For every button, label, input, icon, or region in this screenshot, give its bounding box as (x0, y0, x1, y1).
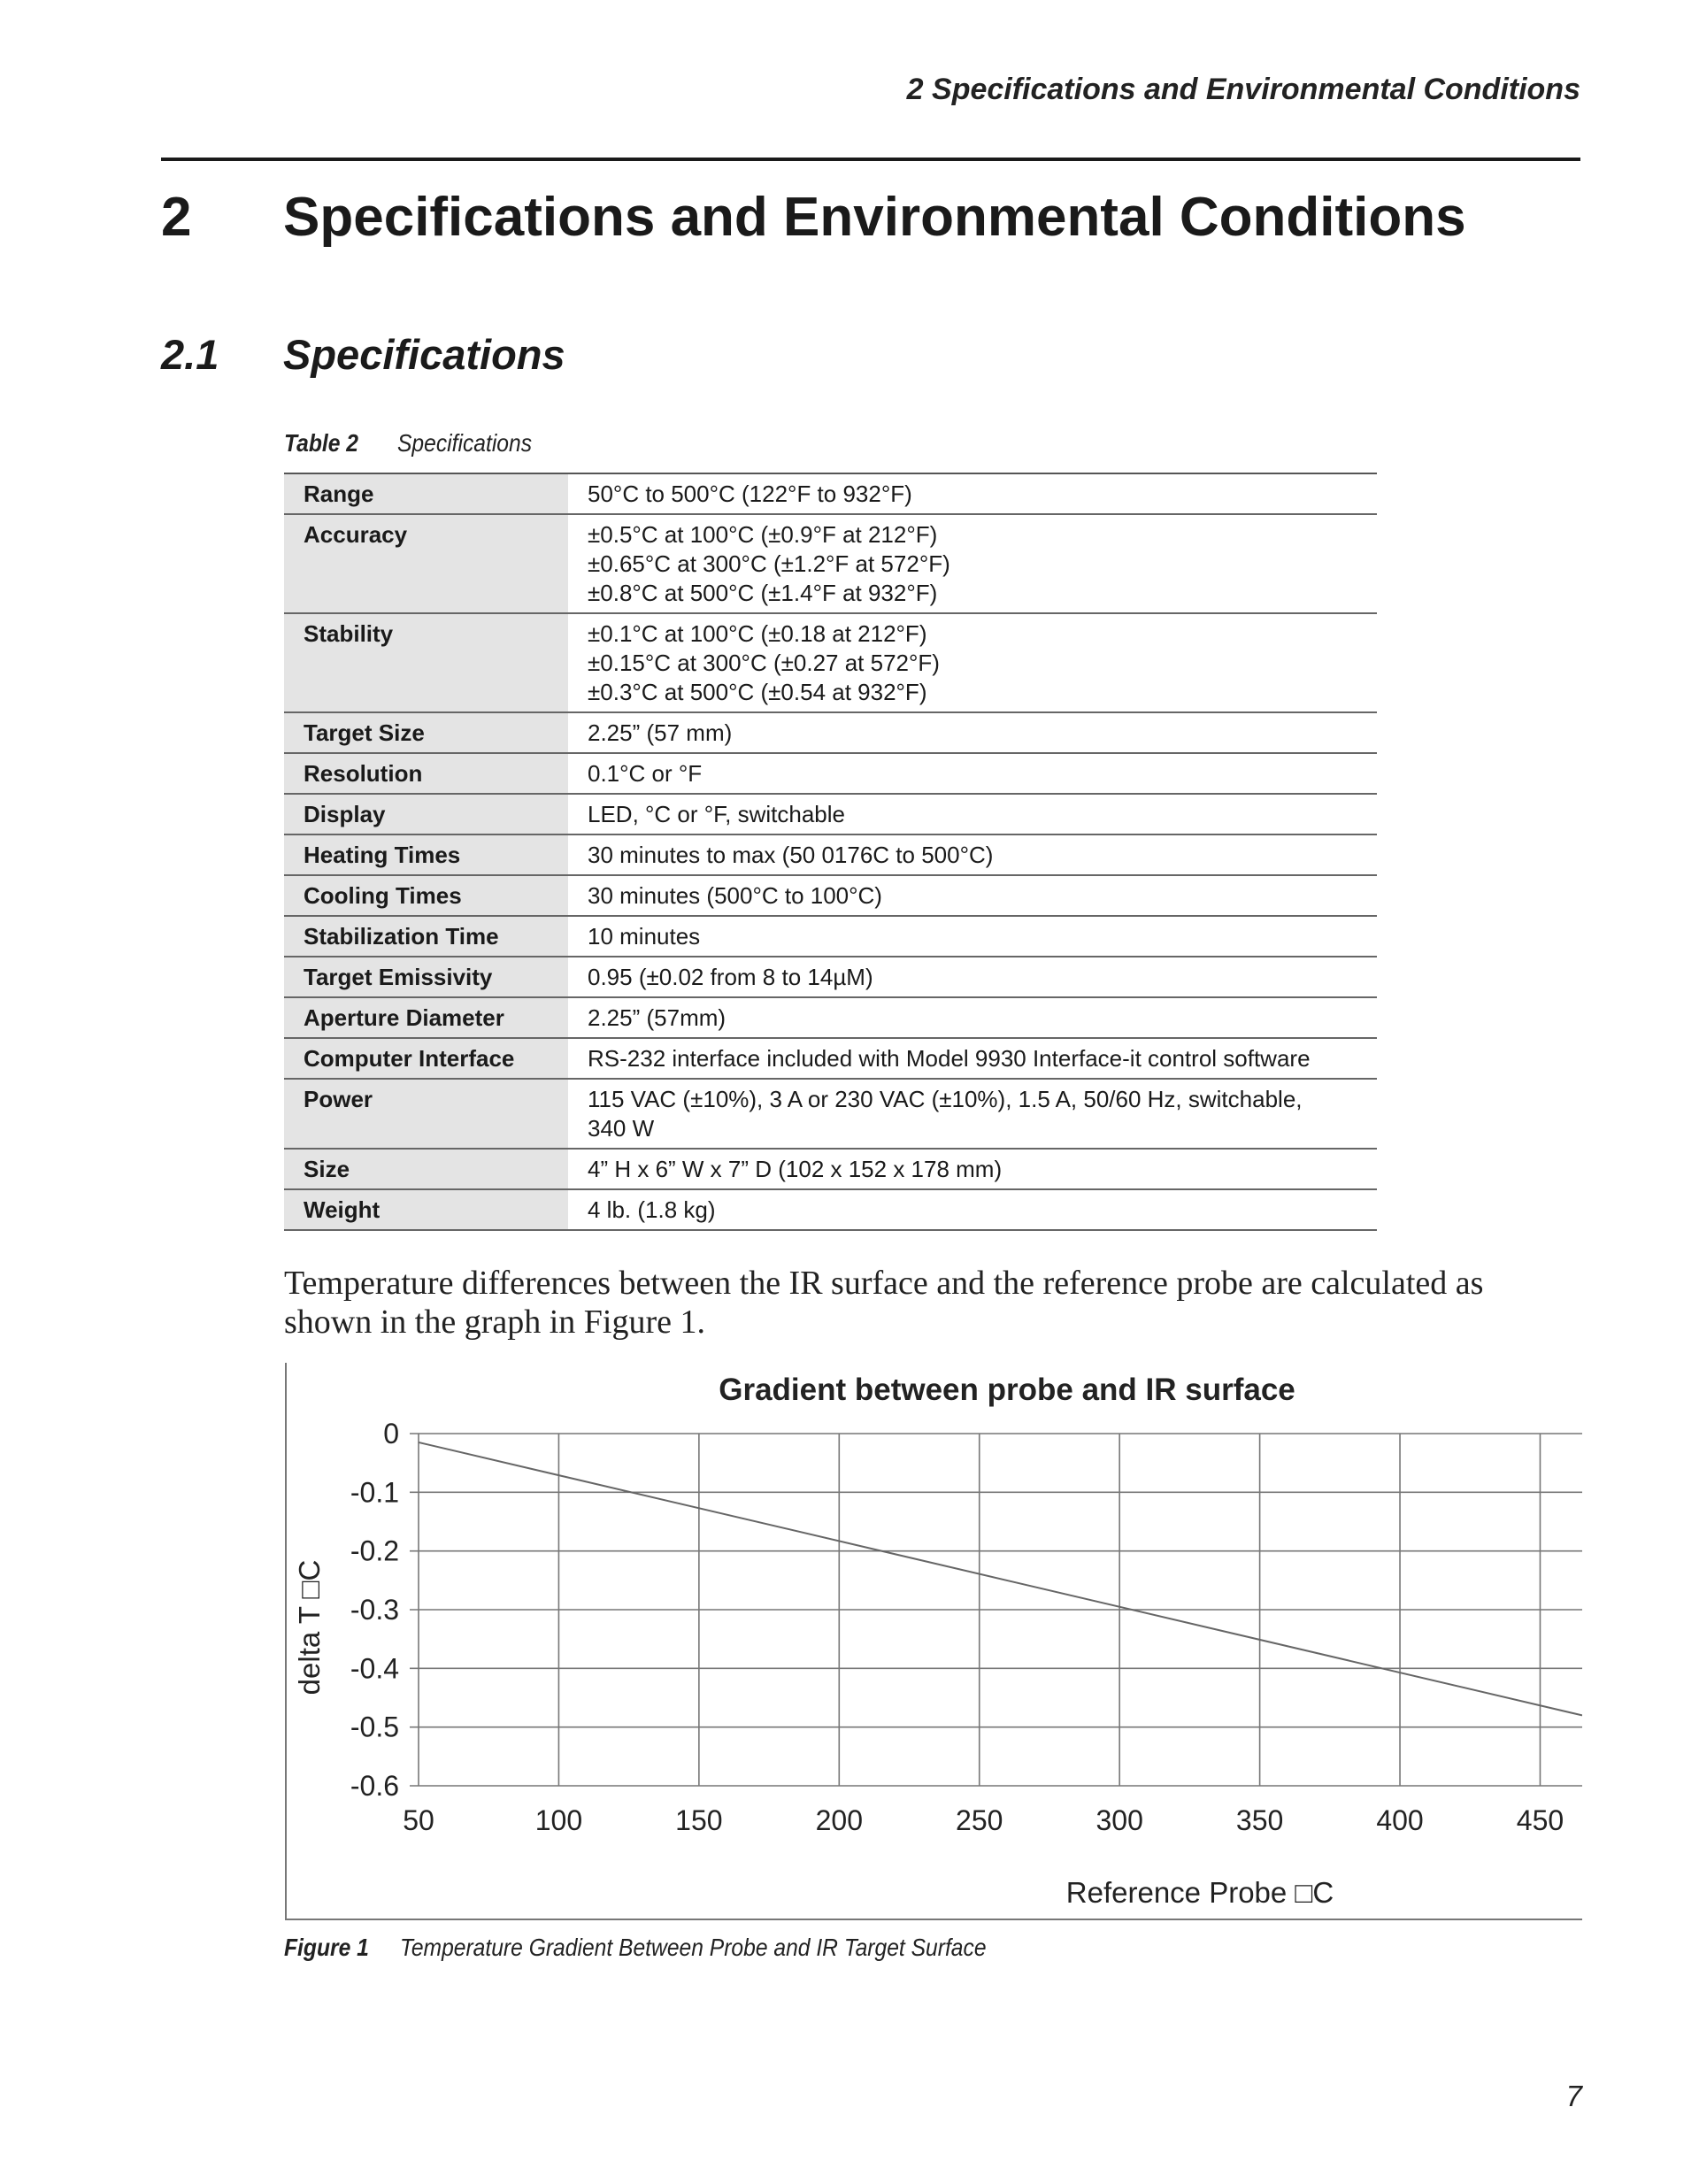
table-row (284, 795, 1377, 835)
figure-caption (284, 1934, 987, 1962)
table-row (284, 998, 1377, 1039)
x-tick-label: 200 (815, 1804, 863, 1836)
y-tick-label: 0 (383, 1418, 399, 1450)
chapter-title: Specifications and Environmental Conditions (283, 187, 1466, 248)
spec-value (568, 835, 1377, 874)
spec-value-line: ±0.8°C at 500°C (±1.4°F at 932°F) (588, 580, 938, 606)
table-row (284, 614, 1377, 713)
table-row (284, 1039, 1377, 1080)
spec-label: Aperture Diameter (284, 998, 568, 1037)
gradient-chart-svg (284, 1363, 1582, 1920)
specifications-table (284, 473, 1377, 1231)
gradient-chart (284, 1363, 1582, 1920)
spec-label: Computer Interface (284, 1039, 568, 1078)
spec-value (568, 998, 1377, 1037)
spec-value-line: 2.25” (57 mm) (588, 719, 733, 746)
spec-value-line: 30 minutes to max (50 0176C to 500°C) (588, 842, 994, 868)
x-tick-label: 250 (956, 1804, 1003, 1836)
section-number: 2.1 (161, 331, 219, 378)
spec-value-line: 2.25” (57mm) (588, 1004, 726, 1031)
spec-value (568, 614, 1377, 711)
spec-value (568, 1150, 1377, 1188)
spec-value-line: 4” H x 6” W x 7” D (102 x 152 x 178 mm) (588, 1156, 1003, 1182)
table-row (284, 1150, 1377, 1190)
spec-value (568, 474, 1377, 513)
spec-value-line: 340 W (588, 1115, 655, 1142)
chart-title: Gradient between probe and IR surface (719, 1373, 1295, 1407)
spec-label: Power (284, 1080, 568, 1148)
body-paragraph: Temperature differences between the IR surface and the reference probe are calculated as shown in the graph in Figure 1. (284, 1265, 1484, 1341)
y-tick-label: -0.5 (350, 1711, 399, 1743)
y-tick-label: -0.1 (350, 1476, 399, 1509)
spec-value (568, 957, 1377, 996)
spec-label: Resolution (284, 754, 568, 793)
spec-value-line: 0.1°C or °F (588, 760, 703, 787)
spec-value (568, 1080, 1377, 1148)
table-row (284, 713, 1377, 754)
y-axis-label: delta T □C (293, 1559, 326, 1696)
spec-value-line: ±0.3°C at 500°C (±0.54 at 932°F) (588, 679, 927, 705)
table-row (284, 917, 1377, 957)
x-tick-label: 350 (1235, 1804, 1284, 1836)
spec-label: Size (284, 1150, 568, 1188)
spec-value (568, 1190, 1377, 1229)
spec-value-line: LED, °C or °F, switchable (588, 801, 846, 827)
spec-value-line: 0.95 (±0.02 from 8 to 14µM) (588, 964, 873, 990)
spec-value-line: 30 minutes (500°C to 100°C) (588, 882, 882, 909)
spec-label: Accuracy (284, 515, 568, 612)
spec-label: Stability (284, 614, 568, 711)
spec-value-line: 10 minutes (588, 923, 701, 950)
y-tick-label: -0.3 (350, 1594, 399, 1626)
table-row (284, 1080, 1377, 1150)
running-header: 2 Specifications and Environmental Conditions (906, 73, 1580, 106)
table-row (284, 1190, 1377, 1231)
x-tick-label: 50 (403, 1804, 434, 1836)
x-axis-label: Reference Probe □C (1065, 1876, 1334, 1909)
spec-value (568, 917, 1377, 956)
spec-value-line: ±0.65°C at 300°C (±1.2°F at 572°F) (588, 550, 950, 577)
x-tick-label: 150 (675, 1804, 723, 1836)
spec-value (568, 713, 1377, 752)
spec-label: Stabilization Time (284, 917, 568, 956)
spec-value-line: ±0.5°C at 100°C (±0.9°F at 212°F) (588, 521, 938, 548)
spec-label: Range (284, 474, 568, 513)
x-tick-label: 400 (1376, 1804, 1424, 1836)
page-number: 7 (1565, 2080, 1582, 2112)
table-row (284, 876, 1377, 917)
table-row (284, 957, 1377, 998)
spec-value (568, 754, 1377, 793)
spec-value (568, 1039, 1377, 1078)
chapter-number: 2 (161, 187, 192, 248)
table-caption (284, 429, 532, 458)
table-caption-label: Table 2 (284, 429, 358, 457)
spec-value-line: ±0.15°C at 300°C (±0.27 at 572°F) (588, 650, 940, 676)
spec-value-line: 115 VAC (±10%), 3 A or 230 VAC (±10%), 1.5 A, 50/60 Hz, switchable, (588, 1086, 1303, 1112)
series-line (419, 1442, 1582, 1715)
y-tick-label: -0.2 (350, 1534, 399, 1567)
table-row (284, 515, 1377, 614)
spec-label: Target Size (284, 713, 568, 752)
spec-value-line: RS-232 interface included with Model 9930 Interface-it control software (588, 1045, 1311, 1072)
x-tick-label: 300 (1096, 1804, 1143, 1836)
spec-value-line: 4 lb. (1.8 kg) (588, 1196, 716, 1223)
spec-value-line: 50°C to 500°C (122°F to 932°F) (588, 481, 912, 507)
spec-label: Cooling Times (284, 876, 568, 915)
figure-caption-label: Figure 1 (284, 1934, 369, 1961)
table-row (284, 474, 1377, 515)
spec-value-line: ±0.1°C at 100°C (±0.18 at 212°F) (588, 620, 927, 647)
spec-label: Display (284, 795, 568, 834)
x-tick-label: 450 (1516, 1804, 1564, 1836)
header-rule (161, 158, 1580, 161)
spec-value (568, 515, 1377, 612)
spec-label: Weight (284, 1190, 568, 1229)
x-tick-label: 100 (534, 1804, 583, 1836)
y-tick-label: -0.4 (350, 1652, 399, 1685)
table-row (284, 835, 1377, 876)
y-tick-label: -0.6 (350, 1770, 399, 1802)
table-caption-title: Specifications (396, 429, 533, 457)
spec-value (568, 795, 1377, 834)
section-title: Specifications (283, 331, 565, 378)
spec-label: Target Emissivity (284, 957, 568, 996)
spec-label: Heating Times (284, 835, 568, 874)
spec-value (568, 876, 1377, 915)
table-row (284, 754, 1377, 795)
figure-caption-title: Temperature Gradient Between Probe and IR Target Surface (400, 1934, 987, 1961)
